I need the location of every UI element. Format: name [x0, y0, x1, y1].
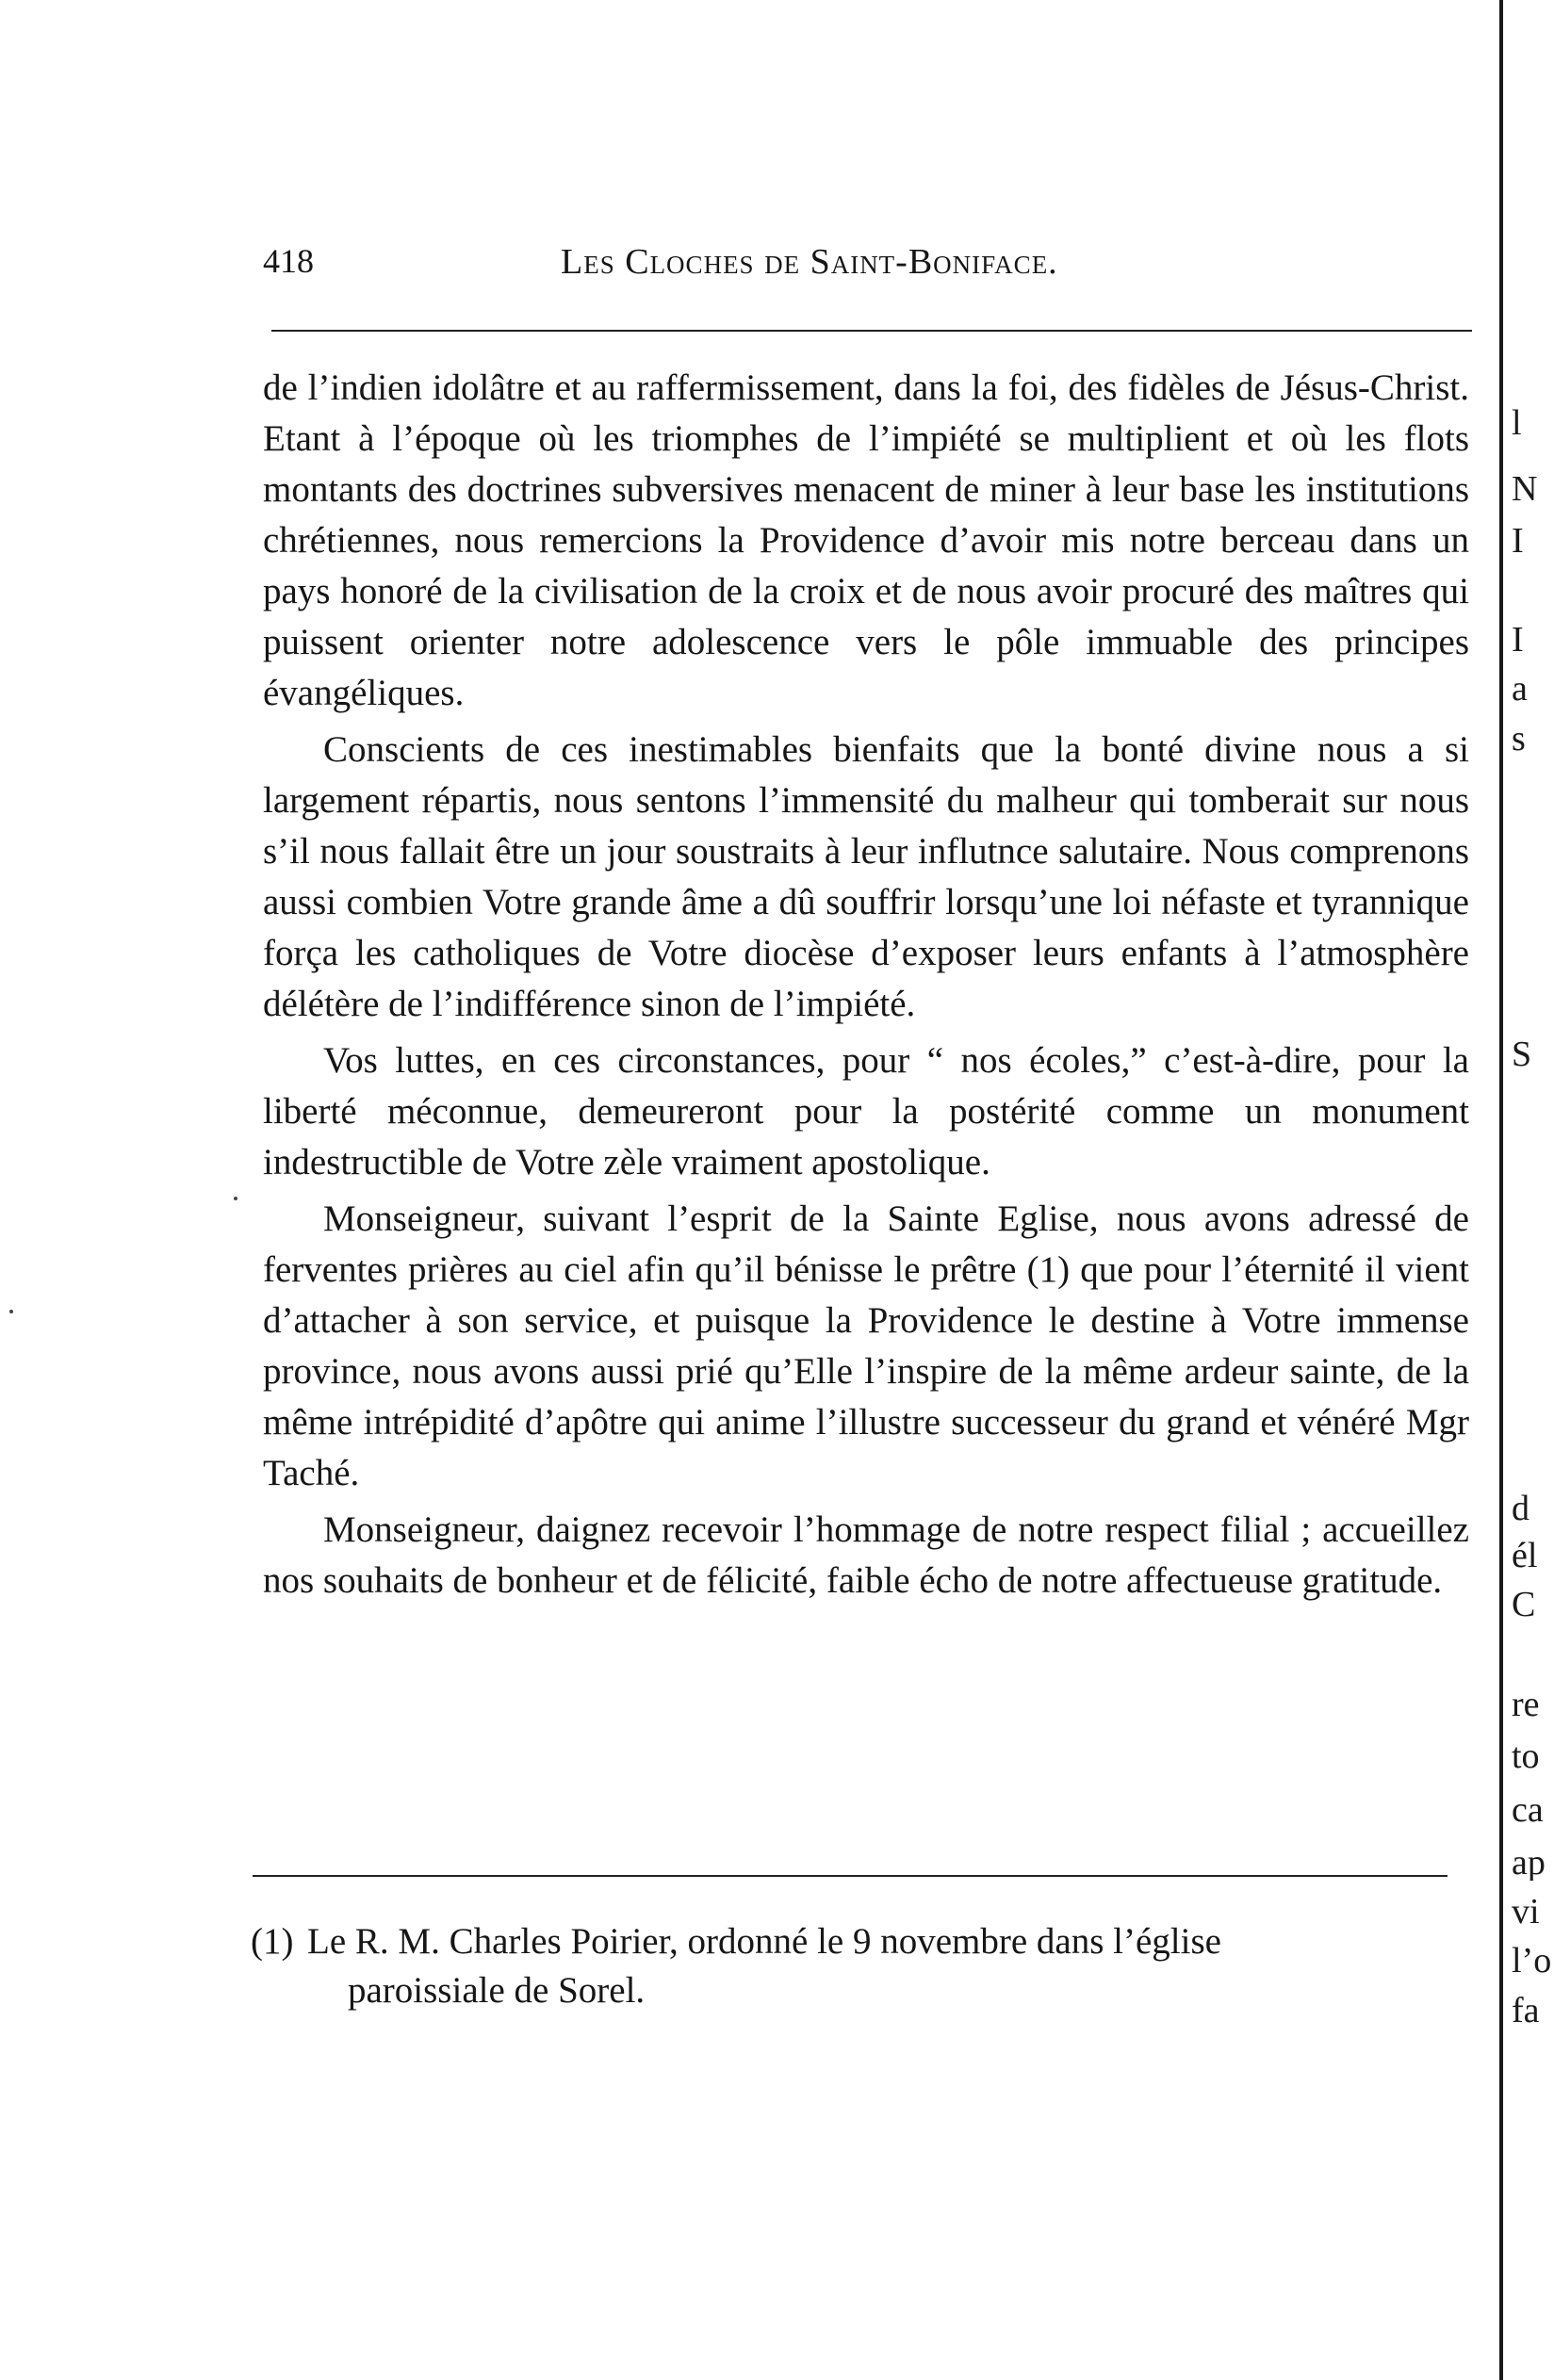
facing-page-fragment: N: [1512, 471, 1538, 507]
footnote-line: Le R. M. Charles Poirier, ordonné le 9 novembre dans l’église: [307, 1921, 1221, 1962]
paragraph: Monseigneur, daignez recevoir l’hommage de notre respect filial ; accueillez nos souhaits de bonheur et de félicité, faible écho de notre affectueuse gratitude.: [263, 1509, 1469, 1601]
body-text: [263, 363, 1469, 1612]
paragraph: Conscients de ces inestimables bienfaits que la bonté divine nous a si largement répartis, nous sentons l’immensité du malheur qui tomberait sur nous s’il nous fallait être un jour soustraits à leur influtnce salutaire. Nous comprenons aussi combien Votre grande âme a dû souffrir lorsqu’une loi néfaste et tyrannique força les catholiques de Votre diocèse d’exposer leurs enfants à l’atmosphère délétère de l’indifférence sinon de l’impiété.: [263, 729, 1469, 1024]
facing-page-fragment: l’o: [1512, 1943, 1552, 1979]
facing-page-fragment: a: [1512, 671, 1528, 707]
facing-page-fragment: fa: [1512, 1993, 1540, 2029]
scan-speck: [9, 1310, 13, 1313]
page-number: 418: [263, 242, 314, 280]
header-rule: [271, 330, 1472, 332]
footnote-rule: [253, 1875, 1448, 1877]
facing-page-fragment: d: [1512, 1491, 1529, 1526]
footnote: [251, 1917, 1462, 2015]
facing-page-fragment: él: [1512, 1538, 1538, 1573]
facing-page-fragment: to: [1512, 1738, 1540, 1774]
scan-speck: [234, 1197, 237, 1200]
facing-page-fragment: vi: [1512, 1894, 1540, 1930]
facing-page-fragment: l: [1512, 405, 1522, 441]
page-header: [263, 241, 1479, 288]
facing-page-fragment: I: [1512, 622, 1524, 658]
footnote-marker: (1): [251, 1921, 294, 1962]
footnote-line: paroissiale de Sorel.: [348, 1970, 646, 2011]
facing-page-fragment: ca: [1512, 1792, 1544, 1828]
facing-page-fragment: s: [1512, 721, 1526, 757]
paragraph: Vos luttes, en ces circonstances, pour “ nos écoles,” c’est-à-dire, pour la liberté méconnue, demeureront pour la postérité comme un monument indestructible de Votre zèle vraiment apostolique.: [263, 1040, 1469, 1182]
paragraph: Monseigneur, suivant l’esprit de la Sainte Eglise, nous avons adressé de ferventes prières au ciel afin qu’il bénisse le prêtre (1) que pour l’éternité il vient d’attacher à son service, et puisque la Providence le destine à Votre immense province, nous avons aussi prié qu’Elle l’inspire de la même ardeur sainte, de la même intrépidité d’apôtre qui anime l’illustre successeur du grand et vénéré Mgr Taché.: [263, 1198, 1469, 1493]
facing-page-fragment: re: [1512, 1687, 1540, 1722]
page-edge-line: [1499, 0, 1503, 2380]
facing-page-fragment: I: [1512, 523, 1524, 559]
facing-page-fragment: C: [1512, 1587, 1536, 1622]
facing-page-fragment: S: [1512, 1036, 1532, 1072]
facing-page-fragment: ap: [1512, 1845, 1546, 1881]
paragraph: de l’indien idolâtre et au raffermissement, dans la foi, des fidèles de Jésus-Christ. Etant à l’époque où les triomphes de l’impiété se multiplient et où les flots montants des doctrines subversives menacent de miner à leur base les institutions chrétiennes, nous remercions la Providence d’avoir mis notre berceau dans un pays honoré de la civilisation de la croix et de nous avoir procuré des maîtres qui puissent orienter notre adolescence vers le pôle immuable des principes évangéliques.: [263, 367, 1469, 713]
running-title: Les Cloches de Saint-Boniface.: [561, 242, 1058, 282]
